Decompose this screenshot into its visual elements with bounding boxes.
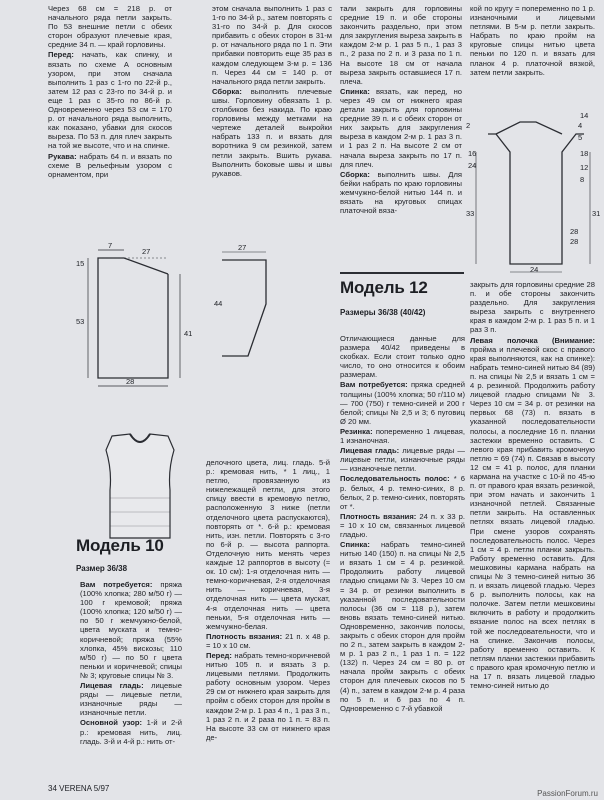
paragraph bbox=[48, 50, 172, 150]
dim-28: 28 bbox=[126, 377, 135, 386]
neckline-outline bbox=[98, 258, 168, 274]
shoulder-outline bbox=[496, 122, 562, 134]
label: Последовательность полос: bbox=[340, 474, 450, 484]
top-outline bbox=[106, 434, 174, 538]
dim-4: 4 bbox=[578, 121, 583, 130]
text: набрать темно-коричневой нитью 105 п. и вязать 3 р. лицевыми петлями. Продолжить работу основным узором. Через 29 см от нижнего края закрыть для пройм с обеих сторон для пройм в каждом 2-м р. 1 раз 4 п., 1 раз 3 п., 1 раз 2 п. и 2 раза по 1 п. = 83 п. На высоте 33 см от нижнего края де- bbox=[206, 650, 330, 742]
text: вязать, как перед, но через 49 см от нижнего края детали закрыть для горловины средние 39 п. и с обеих сторон от них закрыть для закругления выреза в каждом 2-м р. 1 раз 3 п. и 1 раз 2 п. На высоте 2 см от начала выреза закрыть по 17 п. для плеч. bbox=[340, 86, 462, 169]
paragraph: Через 68 см = 218 р. от начального ряда петли закрыть. По 53 внешние петли с обеих сторон образуют плечевые края, средние 34 п. — край горловины. bbox=[48, 4, 172, 50]
dim-33: 33 bbox=[466, 209, 475, 218]
dim-5: 5 bbox=[578, 133, 583, 142]
model12-text bbox=[340, 334, 465, 714]
paragraph bbox=[340, 87, 462, 169]
text: лицевые ряды — лицевые петли, изнаночные ряды — изнаночные петли. bbox=[80, 681, 182, 718]
label: Лицевая гладь: bbox=[80, 681, 144, 691]
paragraph bbox=[80, 681, 182, 717]
model10-text bbox=[80, 580, 182, 747]
dim-28b: 28 bbox=[570, 237, 579, 246]
sleeve-schematic bbox=[212, 244, 332, 364]
text: выполнить плечевые швы. Горловину обвязать 1 р. столбиков без накида. По краю горловины между метками на чертеже деталей выкройки набрать 133 п. и вязать для воротника 9 см резинкой, затем петли закрыть. Вшить рукава. Выполнить боковые швы и швы рукавов. bbox=[212, 86, 332, 178]
label: Плотность вязания: bbox=[340, 511, 417, 521]
paragraph: закрыть для горловины средние 28 п. и обе стороны закончить раздельно. Для закругления выреза закрыть с внутреннего края в каждом 2-м р. 1 раз 5 п. и 1 раз 3 п. bbox=[470, 280, 595, 335]
text-column-4-lower bbox=[470, 280, 595, 691]
paragraph bbox=[340, 427, 465, 445]
text: пройма и плечевой скос с правого края выполняются, как на спинке): набрать темно-синей нитью 84 (89) п. на спицы № 2,5 и вязать 1 см = 4 р. резинкой. Продолжить работу лицевой гладью спицами № 3. Через 10 см = 34 р. от резинки на первых 68 (73) п. вязать в указанной последовательности полосы, а последние 16 п. планки застежки временно оставить. С левого края прибавить кромочную петлю = 69 (74) п. Связав в высоту 12 см = 41 р. полос, для планки кармана на участке с 10-й по 45-ю п. от правого края вязать резинкой, при этом начать и закончить 1 изнаночной петлей. Связанные петли закрыть. На оставленных петлях вязать лицевой гладью. При смене узоров сохранять последовательность полос. Через 1 см = 4 р. петли планки закрыть. Работу временно оставить. Для мешковины кармана набрать на спицы № 3 темно-синей нитью 36 п. и вязать лицевой гладью. Через 6 р. выполнить полосы, как на полочке. Затем петли мешковины включить в работу и продолжить вязание полос на всех петлях в той же последовательности, что и на спинке. Закончив полосы, работу временно оставить. К петлям планки застежки прибавить с правого края кромочную петлю и на 17 п. вязать лицевой гладью темно-синей нитью до bbox=[470, 344, 595, 691]
label: Сборка: bbox=[340, 169, 370, 179]
text-column-2 bbox=[212, 4, 332, 179]
label: Лицевая гладь: bbox=[340, 446, 400, 456]
text: 21 п. x 48 р. = 10 x 10 см. bbox=[206, 631, 330, 650]
text: 24 п. x 33 р. = 10 x 10 см, связанных лицевой гладью. bbox=[340, 511, 465, 539]
label: Сборка: bbox=[212, 86, 242, 96]
page-footer: 34 VERENA 5/97 bbox=[48, 784, 110, 793]
dim-12: 12 bbox=[580, 163, 589, 172]
dim-2: 2 bbox=[466, 121, 471, 130]
label: Резинка: bbox=[340, 426, 373, 436]
dim-41: 41 bbox=[184, 329, 193, 338]
paragraph: тали закрыть для горловины средние 19 п. и обе стороны закончить раздельно, при этом для закругления выреза закрыть в каждом 2-м р. 1 раз 5 п., 1 раз 3 п., 2 раза по 2 п. и 3 раза по 1 п. На высоте 18 см от начала выреза закрыть оставшиеся 17 п. плеча. bbox=[340, 4, 462, 86]
body-schematic bbox=[76, 241, 208, 386]
garment-illustration bbox=[90, 430, 190, 540]
text: начать, как спинку, и вязать по схеме А основным узором, при этом сначала выполнить 1 раз с 1-го по 22-й р., затем 12 раз с 23-го по 34-й р. и еще 1 раз с 35-го по 86-й р. Одновременно через 53 см = 170 р. от начального ряда выполнить, как показано, убавки для скосов выреза. По 53 п. для плеч закрыть на той же высоте, что и на спинке. bbox=[48, 50, 172, 151]
sleeve-outline bbox=[222, 260, 266, 356]
model10-title: Модель 10 bbox=[76, 536, 164, 555]
label: Спинка: bbox=[340, 86, 370, 96]
dim-27: 27 bbox=[238, 243, 247, 252]
dim-44: 44 bbox=[214, 299, 223, 308]
label: Перед: bbox=[206, 650, 232, 660]
text: попеременно 1 лицевая, 1 изнаночная. bbox=[340, 426, 465, 446]
paragraph: этом сначала выполнить 1 раз с 1-го по 34-й р., затем повторять с 31-го по 34-й р. Для скосов прибавить с обеих сторон в 31-м р. от начального ряда по 1 п. Эти прибавки повторить еще 35 раз в каждом следующем 3-м р. = 136 п. Через 44 см = 140 р. от начального ряда петли закрыть. bbox=[212, 4, 332, 86]
paragraph bbox=[212, 87, 332, 178]
text-column-4 bbox=[470, 4, 595, 78]
dim-14: 14 bbox=[580, 111, 589, 120]
text: набрать темно-синей нитью 140 (150) п. на спицы № 2,5 и вязать 1 см = 4 р. резинкой. Продолжить работу лицевой гладью спицами № 3. Через 10 см = 34 р. от резинки выполнить в указанной последовательности полосы (36 см = 118 р.), затем вновь вязать темно-синей нитью. Одновременно, закончив полосы, закрыть с обеих сторон для пройм по 2 п., затем закрыть в каждом 2-м р. 1 раз 2 п., 1 раз 1 п. = 122 (132) п. Через 24 см = 80 р. от начала пройм закрыть с обеих сторон для плечевых скосов по 5 (4) п., затем в каждом 2-м р. 4 раза по 5 п. и 6 раз по 4 п. Одновременно с 7-й убавкой bbox=[340, 540, 465, 713]
dim-27: 27 bbox=[142, 247, 151, 256]
paragraph: Отличающиеся данные для размера 40/42 приведены в скобках. Если стоит только одно число, то оно относится к обоим размерам. bbox=[340, 334, 465, 380]
label: Рукава: bbox=[48, 151, 77, 161]
text-column-2-lower bbox=[206, 458, 330, 743]
paragraph bbox=[48, 152, 172, 179]
text: пряжа средней толщины (100% хлопка; 50 г/110 м) — 700 (750) г темно-синей и 200 г белой; спицы № 2,5 и 3; 6 пуговиц Ø 20 мм. bbox=[340, 380, 465, 426]
dim-16: 16 bbox=[468, 149, 477, 158]
paragraph bbox=[206, 632, 330, 650]
text-column-1 bbox=[48, 4, 172, 180]
text: * 6 р. белых, 4 р. темно-синих, 8 р. белых, 2 р. темно-синих, повторять от *. bbox=[340, 474, 465, 511]
paragraph: кой по кругу = попеременно по 1 р. изнаночными и лицевыми петлями. В 5-м р. петли закрыть. Набрать по краю пройм на круговые спицы нитью цвета пеньки по 120 п. и вязать для планок 4 р. платочной вязкой, затем петли закрыть. bbox=[470, 4, 595, 77]
watermark: PassionForum.ru bbox=[537, 789, 598, 798]
label: Вам потребуется: bbox=[340, 380, 408, 390]
paragraph bbox=[80, 580, 182, 680]
paragraph bbox=[470, 336, 595, 691]
paragraph bbox=[340, 446, 465, 473]
text: выполнить швы. Для бейки набрать по краю горловины жемчужно-белой нитью 144 п. и вязать на круговых спицах платочной вяза- bbox=[340, 169, 462, 216]
label: Основной узор: bbox=[80, 718, 143, 728]
model10-sizes: Размер 36/38 bbox=[76, 564, 128, 573]
text: 1-й и 2-й р.: кремовая нить, лиц. гладь. 3-й и 4-й р.: нить от- bbox=[80, 718, 182, 746]
dim-8: 8 bbox=[580, 175, 585, 184]
text: пряжа (100% хлопка; 280 м/50 г) — 100 г кремовой; пряжа (100% хлопка; 120 м/50 г) — по 50 г жемчужно-белой, цвета муската и темно-коричневой; пряжа (55% хлопка, 45% вискозы; 110 м/50 г) — по 50 г цвета пеньки и коричневой; спицы № 3; круговые спицы № 3. bbox=[80, 580, 182, 680]
dim-31: 31 bbox=[592, 209, 601, 218]
dim-53: 53 bbox=[76, 317, 85, 326]
body-outline bbox=[98, 274, 168, 378]
text-column-3 bbox=[340, 4, 462, 216]
paragraph bbox=[340, 540, 465, 713]
paragraph bbox=[340, 170, 462, 215]
model12-title: Модель 12 bbox=[340, 278, 428, 297]
text: набрать 64 п. и вязать по схеме В рельефным узором с орнаментом, при bbox=[48, 151, 172, 179]
label: Плотность вязания: bbox=[206, 631, 283, 641]
model12-sizes: Размеры 36/38 (40/42) bbox=[340, 308, 426, 317]
paragraph bbox=[80, 718, 182, 745]
label: Спинка: bbox=[340, 540, 370, 550]
dim-24: 24 bbox=[468, 161, 477, 170]
paragraph bbox=[340, 474, 465, 510]
dim-28: 28 bbox=[570, 227, 579, 236]
dim-7: 7 bbox=[108, 241, 113, 250]
dim-24b: 24 bbox=[530, 265, 539, 274]
dim-18: 18 bbox=[580, 149, 589, 158]
text: лицевые ряды — лицевые петли, изнаночные ряды — изнаночные петли. bbox=[340, 446, 465, 474]
paragraph bbox=[340, 380, 465, 425]
paragraph bbox=[206, 651, 330, 742]
label: Левая полочка (Внимание: bbox=[470, 335, 595, 345]
model12-rule bbox=[340, 272, 464, 274]
model12-schematic bbox=[466, 111, 602, 276]
label: Вам потребуется: bbox=[80, 580, 153, 589]
dim-15: 15 bbox=[76, 259, 85, 268]
paragraph bbox=[340, 512, 465, 539]
paragraph: делочного цвета, лиц. гладь. 5-й р.: кремовая нить, * 1 лиц., 1 петлю, провязанную из нижележащей петли, для этого спицу ввести в кремовую петлю, расположенную 3 ниже (петли отделочного цвета распускаются), повторять от *. 6-й р.: кремовая нить, изн. петли. Повторять с 3-го по 6-й р. — высота раппорта. Отделочную нить менять через каждые 12 раппортов в высоту (≈ ок. 10 см): 1-я отделочная нить — темно-коричневая, 2-я отделочная нить — коричневая, 3-я отделочная нить — цвета мускат, 4-я отделочная нить — цвета пеньки, 5-я отделочная нить — жемчужно-белая. bbox=[206, 458, 330, 631]
label: Перед: bbox=[48, 50, 74, 60]
